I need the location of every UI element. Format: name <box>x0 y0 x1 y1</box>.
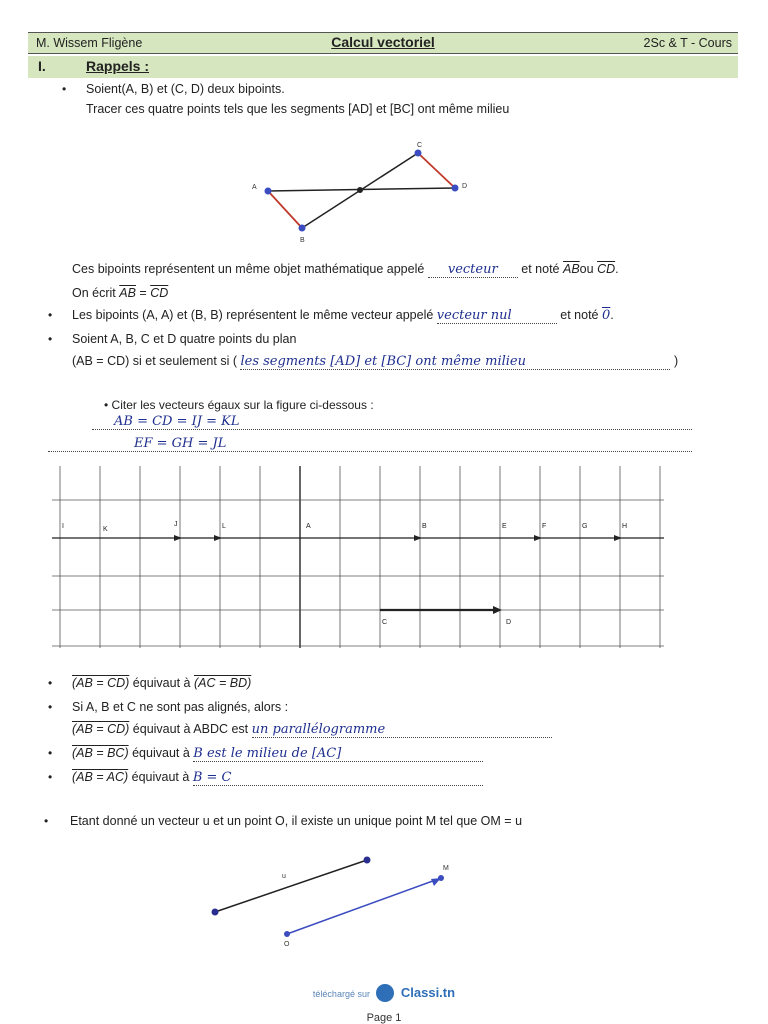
download-footer <box>0 984 768 1002</box>
section-heading <box>28 56 738 78</box>
grid-label-d: D <box>506 619 512 626</box>
p5-text: Soient A, B, C et D quatre points du plan <box>72 332 297 346</box>
answer-parallelogramme: un parallélogramme <box>252 722 552 738</box>
p1-line1: Soient(A, B) et (C, D) deux bipoints. <box>86 82 285 96</box>
p6-before: (AB = CD) si et seulement si ( <box>72 354 237 368</box>
p3-text: On écrit <box>72 286 116 300</box>
p10-left: (AB = BC) <box>72 746 129 760</box>
bullet: • <box>62 82 67 96</box>
p9-line2 <box>72 722 552 738</box>
p9-left: (AB = CD) <box>72 722 130 736</box>
answer-vecteur: vecteur <box>428 262 518 278</box>
p9-line1: Si A, B et C ne sont pas alignés, alors : <box>72 700 289 714</box>
page-header <box>28 32 738 54</box>
answer-equal-vectors-2: EF = GH = JL <box>48 436 692 452</box>
p3-line <box>72 286 168 300</box>
grid-label-g: G <box>582 523 588 530</box>
grid-label-i: I <box>62 523 64 530</box>
eq-right: $\overline{CD}$ <box>150 286 169 300</box>
p2-end: . <box>615 262 619 276</box>
eq-left: $\overline{AB}$ <box>119 286 136 300</box>
answer-vecteur-nul: vecteur nul <box>437 308 557 324</box>
zero-vector: 0 <box>601 308 611 323</box>
p8-left: (AB = CD) <box>72 676 130 690</box>
p10-mid: équivaut à <box>132 746 190 760</box>
brand-link[interactable]: Classi.tn <box>400 985 456 1001</box>
p6-line <box>72 354 678 370</box>
classi-logo-icon <box>376 984 394 1002</box>
vector-grid-figure <box>0 458 768 654</box>
p4-after: et noté <box>560 308 599 322</box>
grid-label-f: F <box>542 523 547 530</box>
bullet: • <box>48 308 53 322</box>
bipoints-figure <box>240 136 480 246</box>
answer-segments: les segments [AD] et [BC] ont même milieu <box>240 354 670 370</box>
point-d-label: D <box>462 183 468 190</box>
p7-text: • Citer les vecteurs égaux sur la figure ci-dessous : <box>104 398 374 412</box>
section-title: Rappels : <box>86 58 150 74</box>
answer-milieu: B est le milieu de [AC] <box>193 746 483 762</box>
p1-line2: Tracer ces quatre points tels que les segments [AD] et [BC] ont même milieu <box>86 102 510 116</box>
p11-mid: équivaut à <box>131 770 190 784</box>
vector-ab: $\overline{AB}$ <box>562 262 580 276</box>
bullet: • <box>48 746 53 760</box>
point-c-label: C <box>417 142 423 149</box>
author: M. Wissem Fligène <box>36 36 143 50</box>
p8-mid: équivaut à <box>132 676 191 690</box>
p6-after: ) <box>673 354 679 368</box>
downloaded-on: téléchargé sur <box>312 989 370 1000</box>
section-number: I. <box>38 58 46 74</box>
u-label: u <box>282 873 286 880</box>
answer-equal-vectors-1: AB = CD = IJ = KL <box>92 414 692 430</box>
p2-after: et noté <box>521 262 560 276</box>
grid-label-l: L <box>222 523 226 530</box>
bullet: • <box>48 676 53 690</box>
page-title: Calcul vectoriel <box>331 34 435 50</box>
bullet: • <box>44 814 49 828</box>
bullet: • <box>48 700 53 714</box>
m-label: M <box>443 865 449 872</box>
p9-mid: équivaut à ABDC est <box>132 722 249 736</box>
page-number: Page 1 <box>366 1012 402 1024</box>
p4-line <box>72 308 614 324</box>
p11-line <box>72 770 483 786</box>
vector-cd: $\overline{CD}$ <box>597 262 616 276</box>
p2-before: Ces bipoints représentent un même objet mathématique appelé <box>72 262 425 276</box>
grid-label-k: K <box>103 526 108 533</box>
grid-label-j: J <box>174 521 178 528</box>
p12-text: Etant donné un vecteur u et un point O, il existe un unique point M tel que OM = u <box>70 814 523 828</box>
p8-line <box>72 676 251 690</box>
p2-line <box>72 262 619 278</box>
p8-right: (AC = BD) <box>193 676 252 690</box>
grid-label-b: B <box>422 523 427 530</box>
p11-left: (AB = AC) <box>72 770 129 784</box>
o-label: O <box>284 941 290 948</box>
p2-ou: ou <box>579 262 594 276</box>
grid-label-c: C <box>382 619 388 626</box>
eq-sign: = <box>139 286 147 300</box>
grid-label-e: E <box>502 523 507 530</box>
bullet: • <box>48 770 53 784</box>
point-a-label: A <box>252 184 257 191</box>
point-b-label: B <box>300 237 305 244</box>
p4-before: Les bipoints (A, A) et (B, B) représentent le même vecteur appelé <box>72 308 434 322</box>
vector-u-figure <box>200 848 460 948</box>
bullet: • <box>48 332 53 346</box>
grid-label-h: H <box>622 523 628 530</box>
p4-end: . <box>610 308 614 322</box>
p10-line <box>72 746 483 762</box>
class-label: 2Sc & T - Cours <box>643 36 732 50</box>
answer-b-equals-c: B = C <box>193 770 483 786</box>
grid-label-a: A <box>306 523 311 530</box>
